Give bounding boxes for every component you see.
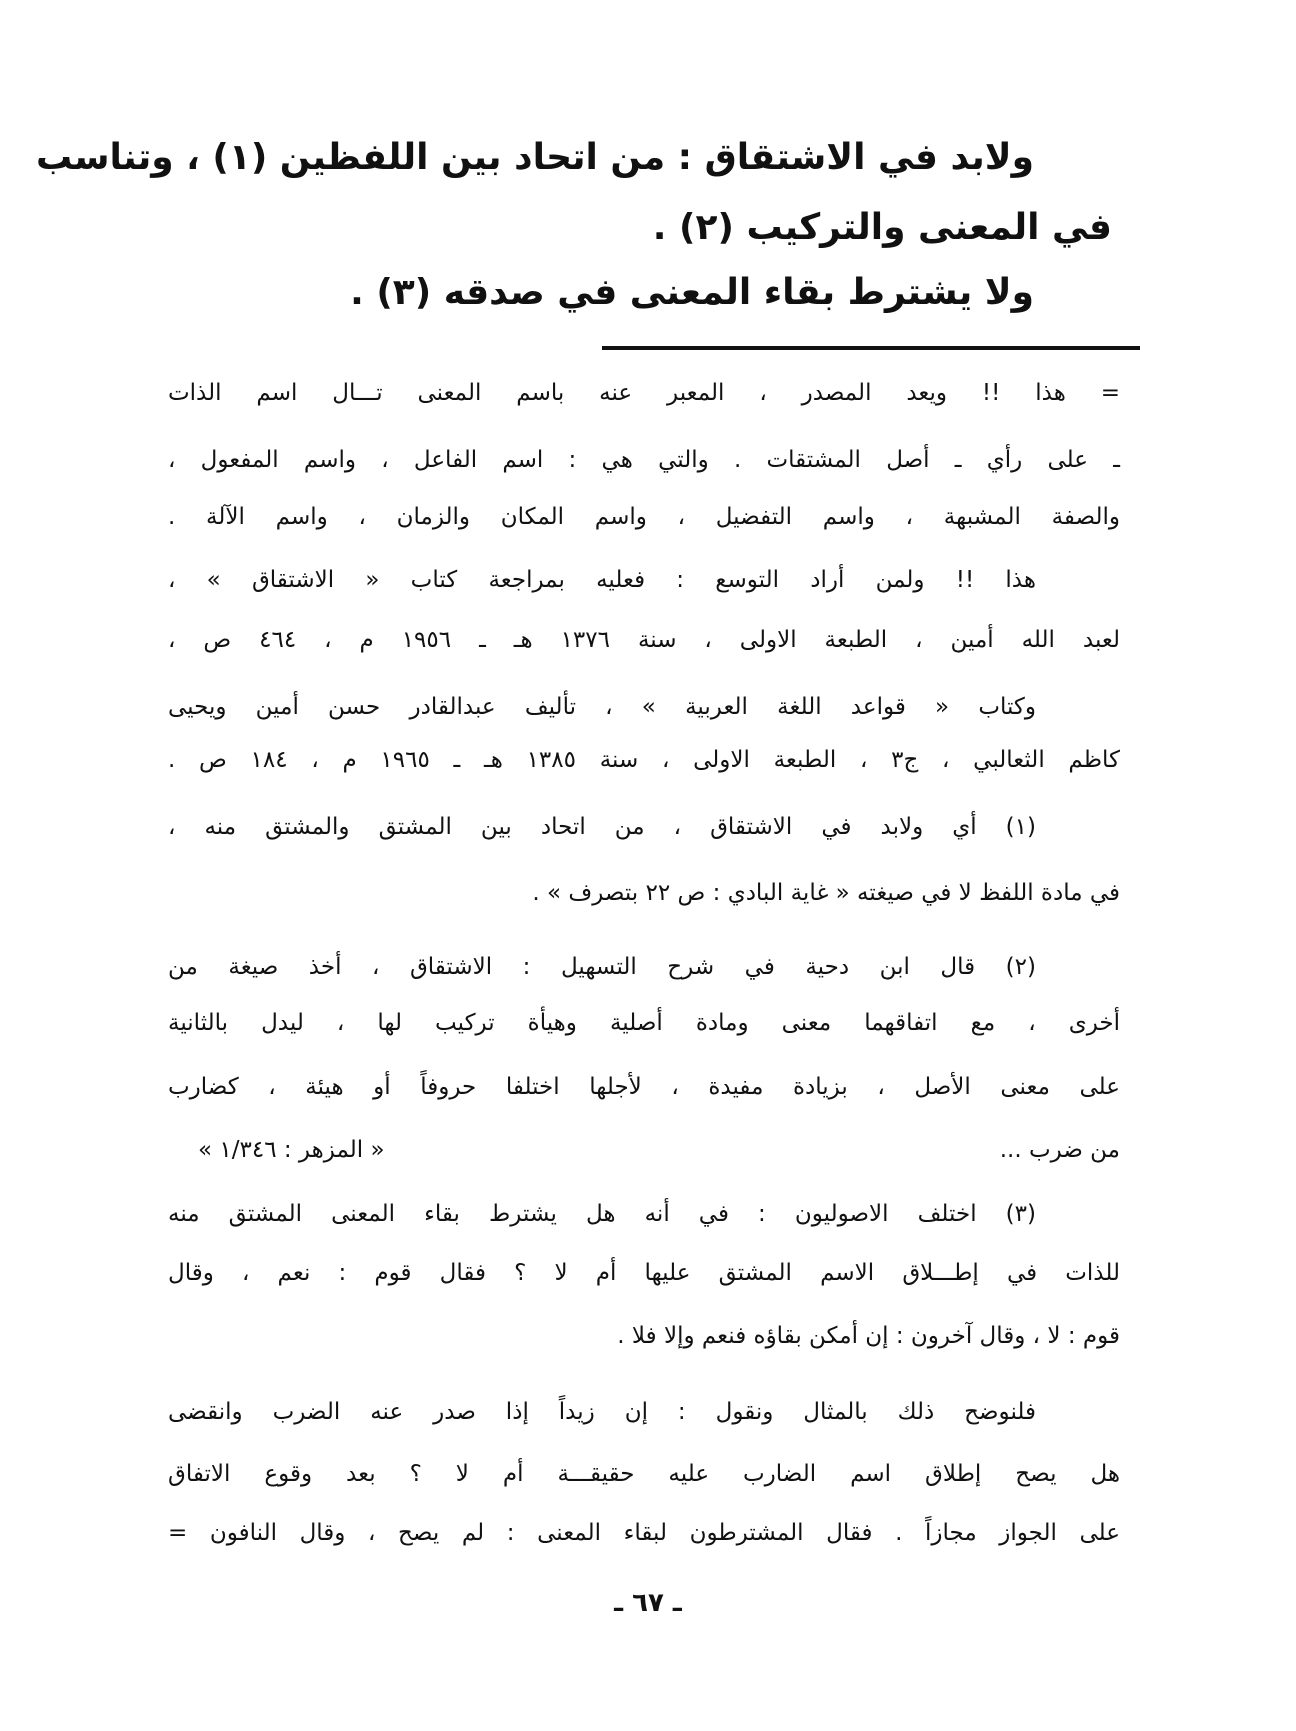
footnote-continuation-line: لعبد الله أمين ، الطبعة الاولى ، سنة ١٣٧٦ هـ ـ ١٩٥٦ م ، ٤٦٤ ص ، (168, 627, 1120, 653)
footnote-3-line: (٣) اختلف الاصوليون : في أنه هل يشترط بقاء المعنى المشتق منه (168, 1201, 1036, 1227)
main-text-line-3: ولا يشترط بقاء المعنى في صدقه (٣) . (350, 272, 1034, 313)
footnote-2-source: « المزهر : ١/٣٤٦ » (198, 1137, 385, 1163)
footnote-3-line: للذات في إطـــلاق الاسم المشتق عليها أم لا ؟ فقال قوم : نعم ، وقال (168, 1260, 1120, 1286)
example-line: هل يصح إطلاق اسم الضارب عليه حقيقـــة أم لا ؟ بعد وقوع الاتفاق (168, 1461, 1120, 1487)
footnote-1-line: في مادة اللفظ لا في صيغته « غاية البادي : ص ٢٢ بتصرف » . (532, 880, 1120, 906)
main-text-line-1: ولابد في الاشتقاق : من اتحاد بين اللفظين (١) ، وتناسب (36, 137, 1034, 178)
example-line: فلنوضح ذلك بالمثال ونقول : إن زيداً إذا صدر عنه الضرب وانقضى (168, 1399, 1036, 1425)
footnote-continuation-line: كاظم الثعالبي ، ج٣ ، الطبعة الاولى ، سنة ١٣٨٥ هـ ـ ١٩٦٥ م ، ١٨٤ ص . (168, 747, 1120, 773)
footnote-1-line: (١) أي ولابد في الاشتقاق ، من اتحاد بين المشتق والمشتق منه ، (168, 814, 1036, 840)
page-number: ـ ٦٧ ـ (614, 1588, 682, 1618)
footnote-continuation-line: = هذا !! ويعد المصدر ، المعبر عنه باسم المعنى تـــال اسم الذات (168, 380, 1120, 406)
footnote-2-end-text: من ضرب ... (999, 1137, 1120, 1163)
main-text-line-2: في المعنى والتركيب (٢) . (652, 207, 1112, 248)
footnote-separator (602, 346, 1140, 350)
footnote-2-line: (٢) قال ابن دحية في شرح التسهيل : الاشتقاق ، أخذ صيغة من (168, 954, 1036, 980)
footnote-continuation-line: وكتاب « قواعد اللغة العربية » ، تأليف عبدالقادر حسن أمين ويحيى (168, 694, 1036, 720)
footnote-continuation-line: ـ على رأي ـ أصل المشتقات . والتي هي : اسم الفاعل ، واسم المفعول ، (168, 447, 1120, 473)
footnote-2-line: على معنى الأصل ، بزيادة مفيدة ، لأجلها اختلفا حروفاً أو هيئة ، كضارب (168, 1074, 1120, 1100)
footnote-continuation-line: هذا !! ولمن أراد التوسع : فعليه بمراجعة كتاب « الاشتقاق » ، (168, 567, 1036, 593)
footnote-3-line: قوم : لا ، وقال آخرون : إن أمكن بقاؤه فنعم وإلا فلا . (617, 1323, 1120, 1349)
example-line: على الجواز مجازاً . فقال المشترطون لبقاء المعنى : لم يصح ، وقال النافون = (168, 1520, 1120, 1546)
footnote-2-line: أخرى ، مع اتفاقهما معنى ومادة أصلية وهيأة تركيب لها ، ليدل بالثانية (168, 1010, 1120, 1036)
footnote-2-last-line (168, 1130, 1120, 1170)
footnote-continuation-line: والصفة المشبهة ، واسم التفضيل ، واسم المكان والزمان ، واسم الآلة . (168, 504, 1120, 530)
